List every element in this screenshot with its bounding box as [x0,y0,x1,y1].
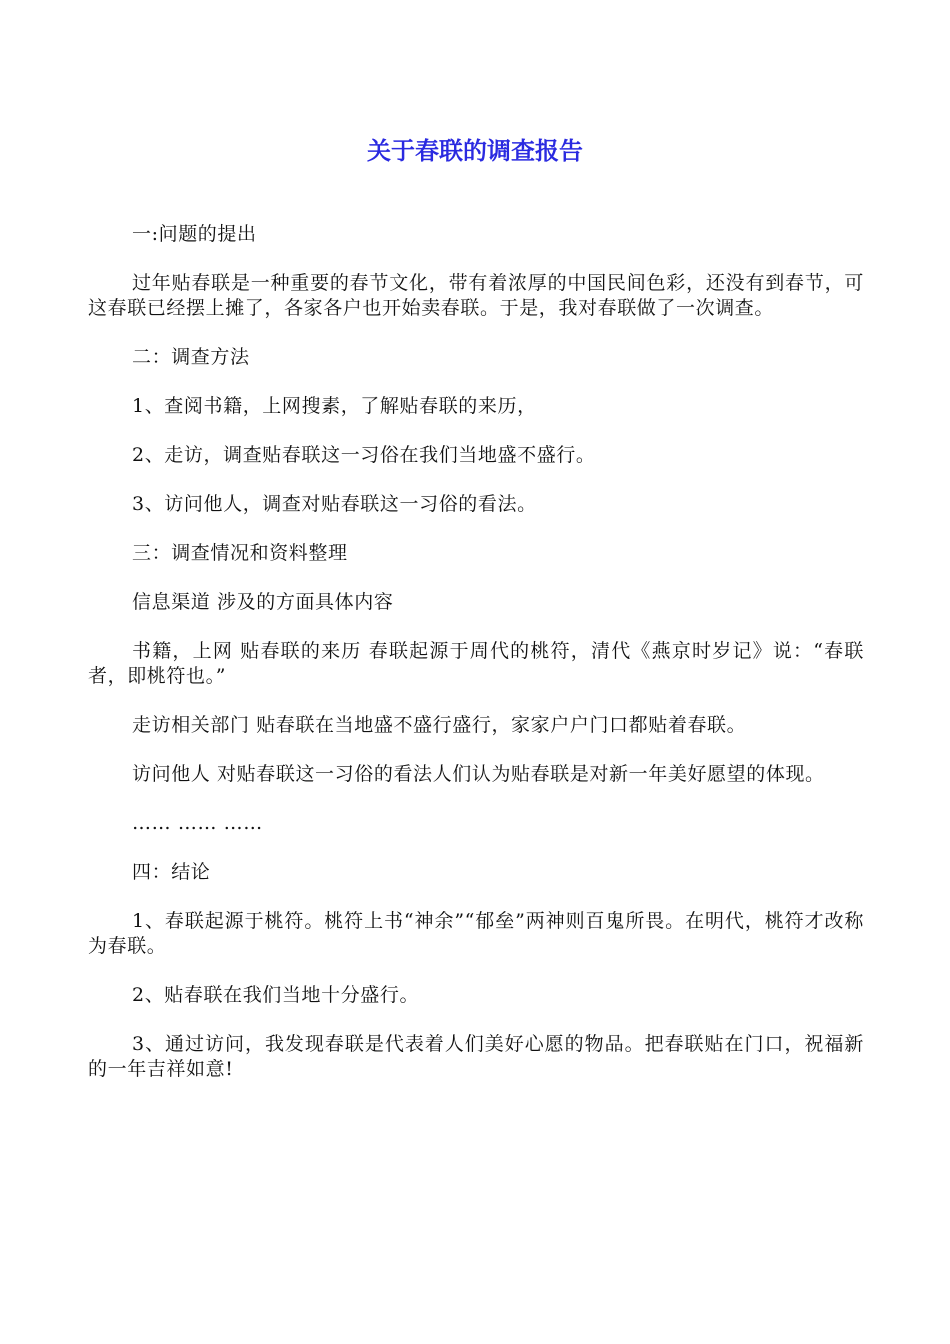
info-row-books: 书籍，上网 贴春联的来历 春联起源于周代的桃符，清代《燕京时岁记》说：“春联者，即桃符也。” [88,640,864,687]
section-heading-1: 一:问题的提出 [132,223,257,245]
paragraph-intro: 过年贴春联是一种重要的春节文化，带有着浓厚的中国民间色彩，还没有到春节，可这春联已经摆上摊了，各家各户也开始卖春联。于是，我对春联做了一次调查。 [88,272,864,319]
section-heading-2: 二：调查方法 [132,346,250,368]
conclusion-item-1: 1、春联起源于桃符。桃符上书“神余”“郁垒”两神则百鬼所畏。在明代，桃符才改称为春联。 [88,910,864,957]
section-heading-3: 三：调查情况和资料整理 [132,542,348,564]
section-heading-4: 四：结论 [132,861,211,883]
method-item-3: 3、访问他人，调查对贴春联这一习俗的看法。 [132,493,537,515]
method-item-2: 2、走访，调查贴春联这一习俗在我们当地盛不盛行。 [132,444,596,466]
info-row-visit: 走访相关部门 贴春联在当地盛不盛行盛行，家家户户门口都贴着春联。 [132,714,747,736]
info-header-row: 信息渠道 涉及的方面具体内容 [132,591,394,613]
method-item-1: 1、查阅书籍，上网搜素，了解贴春联的来历， [132,395,537,417]
conclusion-item-3: 3、通过访问，我发现春联是代表着人们美好心愿的物品。把春联贴在门口，祝福新的一年吉祥如意! [88,1033,864,1080]
document-title: 关于春联的调查报告 [367,137,583,165]
ellipsis-row: …… …… …… [132,812,263,834]
info-row-interview: 访问他人 对贴春联这一习俗的看法人们认为贴春联是对新一年美好愿望的体现。 [132,763,825,785]
document-body [88,222,864,1106]
conclusion-item-2: 2、贴春联在我们当地十分盛行。 [132,984,420,1006]
